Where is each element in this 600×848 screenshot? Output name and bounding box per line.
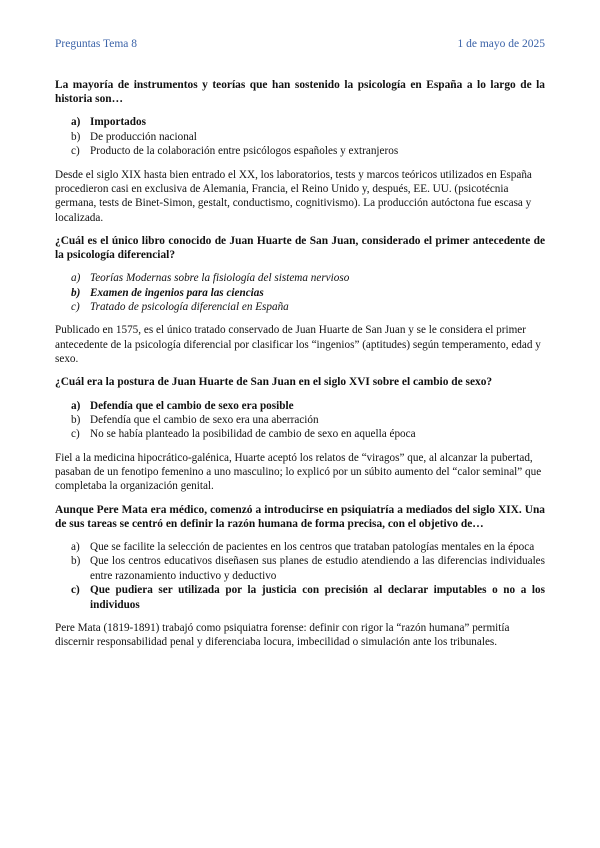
explanation-text: Desde el siglo XIX hasta bien entrado el XX, los laboratorios, tests y marcos teóricos utilizados en España procedieron casi en exclusiva de Alemania, Francia, el Reino Unido y, después, EE. UU. (psicotécnia germana, tests de Binet-Simon, gestalt, conductismo, cognitivismo). La producción autóctona fue escasa y localizada.: [55, 168, 532, 224]
question-block: [55, 234, 545, 367]
explanation-text: Publicado en 1575, es el único tratado conservado de Juan Huarte de San Juan y se le considera el primer antecedente de la psicología diferencial por clasificar los “ingenios” (aptitudes) según temperamento, edad y sexo.: [55, 324, 541, 366]
option-a: a) Teorías Modernas sobre la fisiología del sistema nervioso: [71, 272, 350, 285]
header-date: 1 de mayo de 2025: [457, 38, 545, 50]
option-b: b) Examen de ingenios para las ciencias: [71, 286, 264, 299]
options-list: [55, 399, 545, 442]
explanation-text: Pere Mata (1819-1891) trabajó como psiquiatra forense: definir con rigor la “razón humana” permitía discernir responsabilidad penal y diferenciaba locura, imbecilidad o simulación ante los tribunales.: [55, 622, 510, 649]
options-list: [55, 540, 545, 612]
option-c: c) No se había planteado la posibilidad de cambio de sexo en aquella época: [71, 428, 416, 441]
option-b: b) Que los centros educativos diseñasen sus planes de estudio atendiendo a las diferencias individuales entre razonamiento inductivo y deductivo: [71, 555, 545, 582]
option-a: a) Que se facilite la selección de pacientes en los centros que trataban patologías mentales en la época: [71, 541, 535, 554]
question-text: ¿Cuál es el único libro conocido de Juan Huarte de San Juan, considerado el primer antecedente de la psicología diferencial?: [55, 234, 545, 262]
option-c: c) Producto de la colaboración entre psicólogos españoles y extranjeros: [71, 145, 399, 158]
question-text: ¿Cuál era la postura de Juan Huarte de San Juan en el siglo XVI sobre el cambio de sexo?: [55, 376, 493, 389]
option-c: c) Que pudiera ser utilizada por la justicia con precisión al declarar imputables o no a los individuos: [71, 584, 545, 611]
page-header: [55, 38, 545, 50]
options-list: [55, 271, 545, 314]
explanation-text: Fiel a la medicina hipocrático-galénica, Huarte aceptó los relatos de “viragos” que, al alcanzar la pubertad, pasaban de un fenotipo femenino a uno masculino; lo explicó por un súbito aumento del “calor seminal” que completaba la organización genital.: [55, 451, 542, 493]
options-list: [55, 115, 545, 158]
option-c: c) Tratado de psicología diferencial en España: [71, 301, 289, 314]
question-block: [55, 78, 545, 225]
option-b: b) De producción nacional: [71, 130, 197, 143]
question-text: La mayoría de instrumentos y teorías que han sostenido la psicología en España a lo largo de la historia son…: [55, 79, 545, 106]
header-title: Preguntas Tema 8: [55, 38, 138, 50]
question-block: [55, 503, 545, 650]
document-body: [55, 78, 545, 659]
option-a: a) Defendía que el cambio de sexo era posible: [71, 399, 294, 412]
question-block: [55, 375, 545, 493]
option-a: a) Importados: [71, 116, 146, 129]
option-b: b) Defendía que el cambio de sexo era una aberración: [71, 413, 319, 426]
question-text: Aunque Pere Mata era médico, comenzó a introducirse en psiquiatría a mediados del siglo XIX. Una de sus tareas se centró en definir la razón humana de forma precisa, con el objetivo de…: [55, 503, 545, 530]
